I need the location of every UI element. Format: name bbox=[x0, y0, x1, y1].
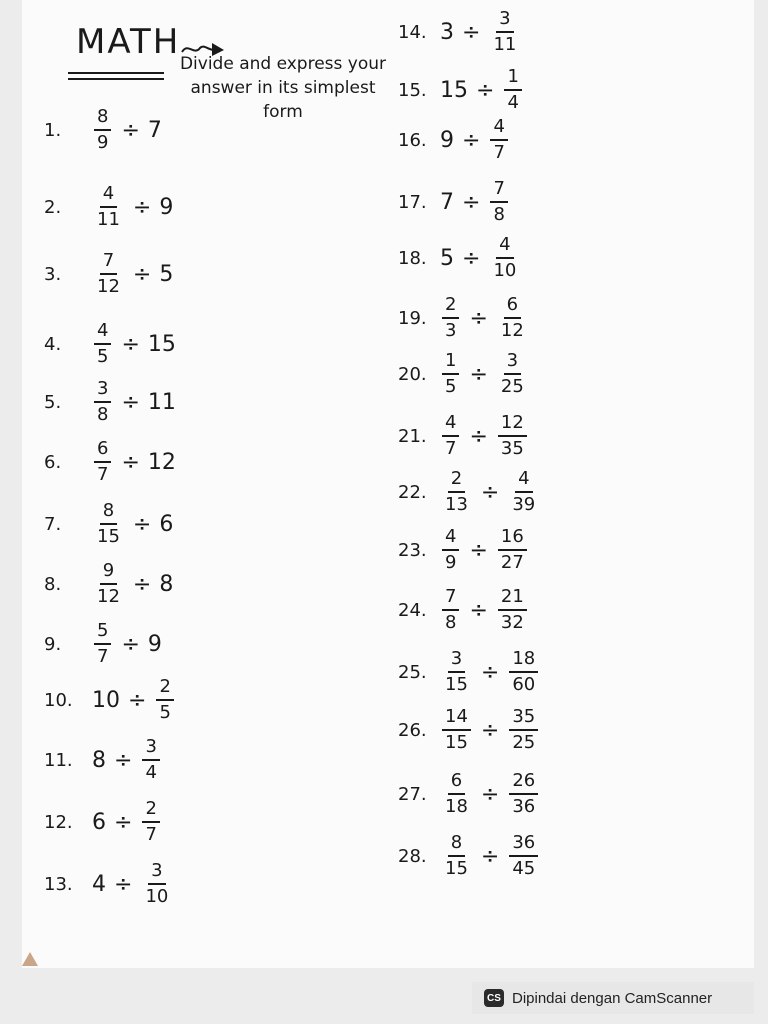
problem-item bbox=[44, 862, 175, 906]
numerator: 6 bbox=[504, 296, 521, 319]
numerator: 1 bbox=[442, 352, 459, 375]
fraction bbox=[442, 352, 459, 396]
whole-number: 15 bbox=[440, 77, 468, 103]
fraction bbox=[490, 180, 507, 224]
denominator: 12 bbox=[97, 276, 120, 297]
numerator: 12 bbox=[498, 414, 527, 437]
whole-number: 5 bbox=[440, 245, 454, 271]
denominator: 35 bbox=[500, 438, 524, 459]
numerator: 4 bbox=[442, 528, 459, 551]
problem-number: 6. bbox=[44, 451, 62, 473]
problem-number: 11. bbox=[44, 749, 73, 771]
numerator: 2 bbox=[448, 470, 465, 493]
problem-number: 26. bbox=[398, 719, 427, 741]
fraction bbox=[142, 738, 159, 782]
fraction bbox=[498, 588, 527, 632]
divide-sign: ÷ bbox=[480, 479, 500, 505]
divide-sign: ÷ bbox=[114, 871, 133, 897]
denominator: 25 bbox=[512, 732, 536, 753]
numerator: 8 bbox=[94, 108, 111, 131]
numerator: 3 bbox=[496, 10, 513, 33]
divide-sign: ÷ bbox=[121, 631, 140, 657]
fraction bbox=[442, 528, 459, 572]
denominator: 7 bbox=[493, 142, 505, 163]
numerator: 7 bbox=[490, 180, 507, 203]
numerator: 18 bbox=[509, 650, 538, 673]
whole-number: 6 bbox=[159, 511, 174, 537]
problem-number: 14. bbox=[398, 21, 427, 43]
fraction bbox=[498, 352, 527, 396]
denominator: 27 bbox=[500, 552, 524, 573]
denominator: 7 bbox=[145, 824, 157, 845]
divide-sign: ÷ bbox=[462, 127, 481, 153]
denominator: 8 bbox=[493, 204, 505, 225]
problem-number: 2. bbox=[44, 196, 62, 218]
numerator: 16 bbox=[498, 528, 527, 551]
whole-number: 9 bbox=[159, 194, 174, 220]
fraction bbox=[490, 10, 519, 54]
fraction bbox=[509, 772, 538, 816]
denominator: 15 bbox=[445, 674, 468, 695]
divide-sign: ÷ bbox=[121, 449, 140, 475]
fraction bbox=[94, 252, 123, 296]
problem-number: 24. bbox=[398, 599, 427, 621]
fraction bbox=[442, 470, 471, 514]
problem-item bbox=[398, 296, 531, 340]
divide-sign: ÷ bbox=[121, 117, 140, 143]
divide-sign: ÷ bbox=[469, 361, 488, 387]
fraction bbox=[94, 502, 123, 546]
whole-number: 8 bbox=[92, 747, 106, 773]
numerator: 7 bbox=[442, 588, 459, 611]
whole-number: 5 bbox=[159, 261, 174, 287]
fraction bbox=[490, 236, 519, 280]
camscanner-watermark bbox=[472, 982, 754, 1014]
denominator: 32 bbox=[500, 612, 524, 633]
problem-item bbox=[44, 800, 164, 844]
camscanner-logo-icon: CS bbox=[484, 989, 504, 1007]
denominator: 25 bbox=[500, 376, 524, 397]
problem-item bbox=[44, 738, 164, 782]
denominator: 4 bbox=[145, 762, 157, 783]
fraction bbox=[509, 650, 538, 694]
problem-number: 25. bbox=[398, 661, 427, 683]
watermark-text: Dipindai dengan CamScanner bbox=[512, 989, 713, 1007]
denominator: 12 bbox=[97, 586, 120, 607]
numerator: 6 bbox=[94, 440, 111, 463]
problem-item bbox=[44, 185, 175, 229]
denominator: 18 bbox=[445, 796, 468, 817]
denominator: 10 bbox=[493, 260, 517, 281]
problem-number: 9. bbox=[44, 633, 62, 655]
fraction bbox=[142, 800, 159, 844]
divide-sign: ÷ bbox=[114, 747, 133, 773]
whole-number: 3 bbox=[440, 19, 454, 45]
divide-sign: ÷ bbox=[480, 659, 500, 685]
divide-sign: ÷ bbox=[469, 537, 488, 563]
divide-sign: ÷ bbox=[121, 389, 140, 415]
problem-number: 17. bbox=[398, 191, 427, 213]
numerator: 8 bbox=[448, 834, 465, 857]
fraction bbox=[498, 414, 527, 458]
denominator: 7 bbox=[97, 464, 109, 485]
problem-item bbox=[398, 528, 531, 572]
problem-item bbox=[44, 108, 164, 152]
fraction bbox=[442, 772, 471, 816]
numerator: 8 bbox=[100, 502, 117, 525]
fraction bbox=[490, 118, 507, 162]
problem-item bbox=[44, 380, 178, 424]
numerator: 3 bbox=[142, 738, 159, 761]
problem-item bbox=[398, 414, 531, 458]
numerator: 3 bbox=[94, 380, 111, 403]
problem-number: 16. bbox=[398, 129, 427, 151]
fraction bbox=[509, 834, 538, 878]
numerator: 26 bbox=[509, 772, 538, 795]
denominator: 39 bbox=[512, 494, 536, 515]
title-underline bbox=[68, 72, 164, 74]
fraction bbox=[94, 185, 123, 229]
numerator: 21 bbox=[498, 588, 527, 611]
problem-number: 27. bbox=[398, 783, 427, 805]
fraction bbox=[442, 588, 459, 632]
divide-sign: ÷ bbox=[480, 843, 500, 869]
numerator: 6 bbox=[448, 772, 465, 795]
numerator: 4 bbox=[100, 185, 117, 208]
problem-number: 22. bbox=[398, 481, 427, 503]
denominator: 11 bbox=[97, 209, 120, 230]
problem-item bbox=[398, 352, 531, 396]
denominator: 3 bbox=[445, 320, 457, 341]
whole-number: 6 bbox=[92, 809, 106, 835]
fraction bbox=[442, 650, 471, 694]
problem-item bbox=[398, 772, 542, 816]
denominator: 8 bbox=[97, 404, 109, 425]
problem-item bbox=[398, 588, 531, 632]
fraction bbox=[498, 296, 527, 340]
divide-sign: ÷ bbox=[476, 77, 495, 103]
problem-item bbox=[398, 10, 523, 54]
problem-number: 1. bbox=[44, 119, 62, 141]
problem-number: 28. bbox=[398, 845, 427, 867]
divide-sign: ÷ bbox=[462, 19, 481, 45]
page-corner-mark bbox=[22, 952, 38, 966]
problem-number: 10. bbox=[44, 689, 73, 711]
problem-item bbox=[398, 650, 542, 694]
whole-number: 12 bbox=[147, 449, 176, 475]
denominator: 60 bbox=[512, 674, 536, 695]
fraction bbox=[442, 296, 459, 340]
divide-sign: ÷ bbox=[114, 809, 133, 835]
whole-number: 10 bbox=[92, 687, 120, 713]
divide-sign: ÷ bbox=[480, 781, 500, 807]
denominator: 15 bbox=[97, 526, 120, 547]
problem-number: 23. bbox=[398, 539, 427, 561]
instruction-text: Divide and express your answer in its simplest form bbox=[179, 54, 387, 122]
numerator: 35 bbox=[509, 708, 538, 731]
problem-item bbox=[44, 562, 175, 606]
fraction bbox=[94, 380, 111, 424]
fraction bbox=[442, 708, 471, 752]
numerator: 4 bbox=[490, 118, 507, 141]
title-underline bbox=[68, 78, 164, 80]
problem-item bbox=[398, 834, 542, 878]
numerator: 3 bbox=[504, 352, 521, 375]
worksheet-title: MATH bbox=[76, 22, 181, 62]
problem-item bbox=[398, 236, 523, 280]
problem-number: 18. bbox=[398, 247, 427, 269]
numerator: 4 bbox=[94, 322, 111, 345]
divide-sign: ÷ bbox=[462, 189, 481, 215]
whole-number: 4 bbox=[92, 871, 106, 897]
fraction bbox=[442, 834, 471, 878]
fraction bbox=[442, 414, 459, 458]
numerator: 4 bbox=[442, 414, 459, 437]
problem-number: 21. bbox=[398, 425, 427, 447]
fraction bbox=[94, 108, 111, 152]
whole-number: 9 bbox=[440, 127, 454, 153]
divide-sign: ÷ bbox=[132, 571, 152, 597]
fraction bbox=[498, 528, 527, 572]
whole-number: 11 bbox=[147, 389, 176, 415]
problem-item bbox=[44, 502, 175, 546]
divide-sign: ÷ bbox=[132, 194, 152, 220]
problem-number: 8. bbox=[44, 573, 62, 595]
numerator: 1 bbox=[504, 68, 521, 91]
problem-item bbox=[398, 118, 512, 162]
numerator: 36 bbox=[509, 834, 538, 857]
fraction bbox=[94, 622, 111, 666]
problem-number: 3. bbox=[44, 263, 62, 285]
denominator: 36 bbox=[512, 796, 536, 817]
numerator: 5 bbox=[94, 622, 111, 645]
numerator: 4 bbox=[496, 236, 513, 259]
problem-item bbox=[44, 440, 178, 484]
divide-sign: ÷ bbox=[132, 261, 152, 287]
fraction bbox=[504, 68, 521, 112]
problem-item bbox=[44, 622, 164, 666]
problem-item bbox=[398, 470, 542, 514]
fraction bbox=[94, 322, 111, 366]
denominator: 45 bbox=[512, 858, 536, 879]
divide-sign: ÷ bbox=[128, 687, 147, 713]
problem-item bbox=[44, 678, 178, 722]
problem-item bbox=[398, 68, 526, 112]
problem-item bbox=[44, 252, 175, 296]
denominator: 7 bbox=[97, 646, 109, 667]
numerator: 7 bbox=[100, 252, 117, 275]
denominator: 9 bbox=[445, 552, 457, 573]
problem-number: 13. bbox=[44, 873, 73, 895]
divide-sign: ÷ bbox=[469, 305, 488, 331]
whole-number: 15 bbox=[147, 331, 176, 357]
fraction bbox=[509, 470, 538, 514]
denominator: 11 bbox=[493, 34, 517, 55]
denominator: 5 bbox=[97, 346, 109, 367]
divide-sign: ÷ bbox=[121, 331, 140, 357]
denominator: 4 bbox=[507, 92, 519, 113]
problem-number: 4. bbox=[44, 333, 62, 355]
problem-number: 5. bbox=[44, 391, 62, 413]
fraction bbox=[156, 678, 173, 722]
numerator: 2 bbox=[442, 296, 459, 319]
whole-number: 7 bbox=[147, 117, 162, 143]
problem-number: 20. bbox=[398, 363, 427, 385]
numerator: 4 bbox=[515, 470, 532, 493]
fraction bbox=[94, 440, 111, 484]
denominator: 9 bbox=[97, 132, 109, 153]
divide-sign: ÷ bbox=[480, 717, 500, 743]
divide-sign: ÷ bbox=[469, 597, 488, 623]
denominator: 15 bbox=[445, 858, 468, 879]
fraction bbox=[509, 708, 538, 752]
problem-number: 15. bbox=[398, 79, 427, 101]
numerator: 3 bbox=[448, 650, 465, 673]
denominator: 8 bbox=[445, 612, 457, 633]
whole-number: 7 bbox=[440, 189, 454, 215]
whole-number: 9 bbox=[147, 631, 162, 657]
whole-number: 8 bbox=[159, 571, 174, 597]
divide-sign: ÷ bbox=[469, 423, 488, 449]
numerator: 2 bbox=[142, 800, 159, 823]
numerator: 3 bbox=[148, 862, 165, 885]
problem-number: 12. bbox=[44, 811, 73, 833]
numerator: 9 bbox=[100, 562, 117, 585]
denominator: 10 bbox=[145, 886, 169, 907]
divide-sign: ÷ bbox=[132, 511, 152, 537]
problem-number: 19. bbox=[398, 307, 427, 329]
problem-number: 7. bbox=[44, 513, 62, 535]
numerator: 2 bbox=[156, 678, 173, 701]
divide-sign: ÷ bbox=[462, 245, 481, 271]
problem-item bbox=[398, 708, 542, 752]
problem-item bbox=[44, 322, 178, 366]
fraction bbox=[142, 862, 171, 906]
numerator: 14 bbox=[442, 708, 471, 731]
denominator: 7 bbox=[445, 438, 457, 459]
denominator: 12 bbox=[500, 320, 524, 341]
denominator: 5 bbox=[159, 702, 171, 723]
denominator: 13 bbox=[445, 494, 468, 515]
denominator: 15 bbox=[445, 732, 468, 753]
problem-item bbox=[398, 180, 512, 224]
denominator: 5 bbox=[445, 376, 457, 397]
fraction bbox=[94, 562, 123, 606]
